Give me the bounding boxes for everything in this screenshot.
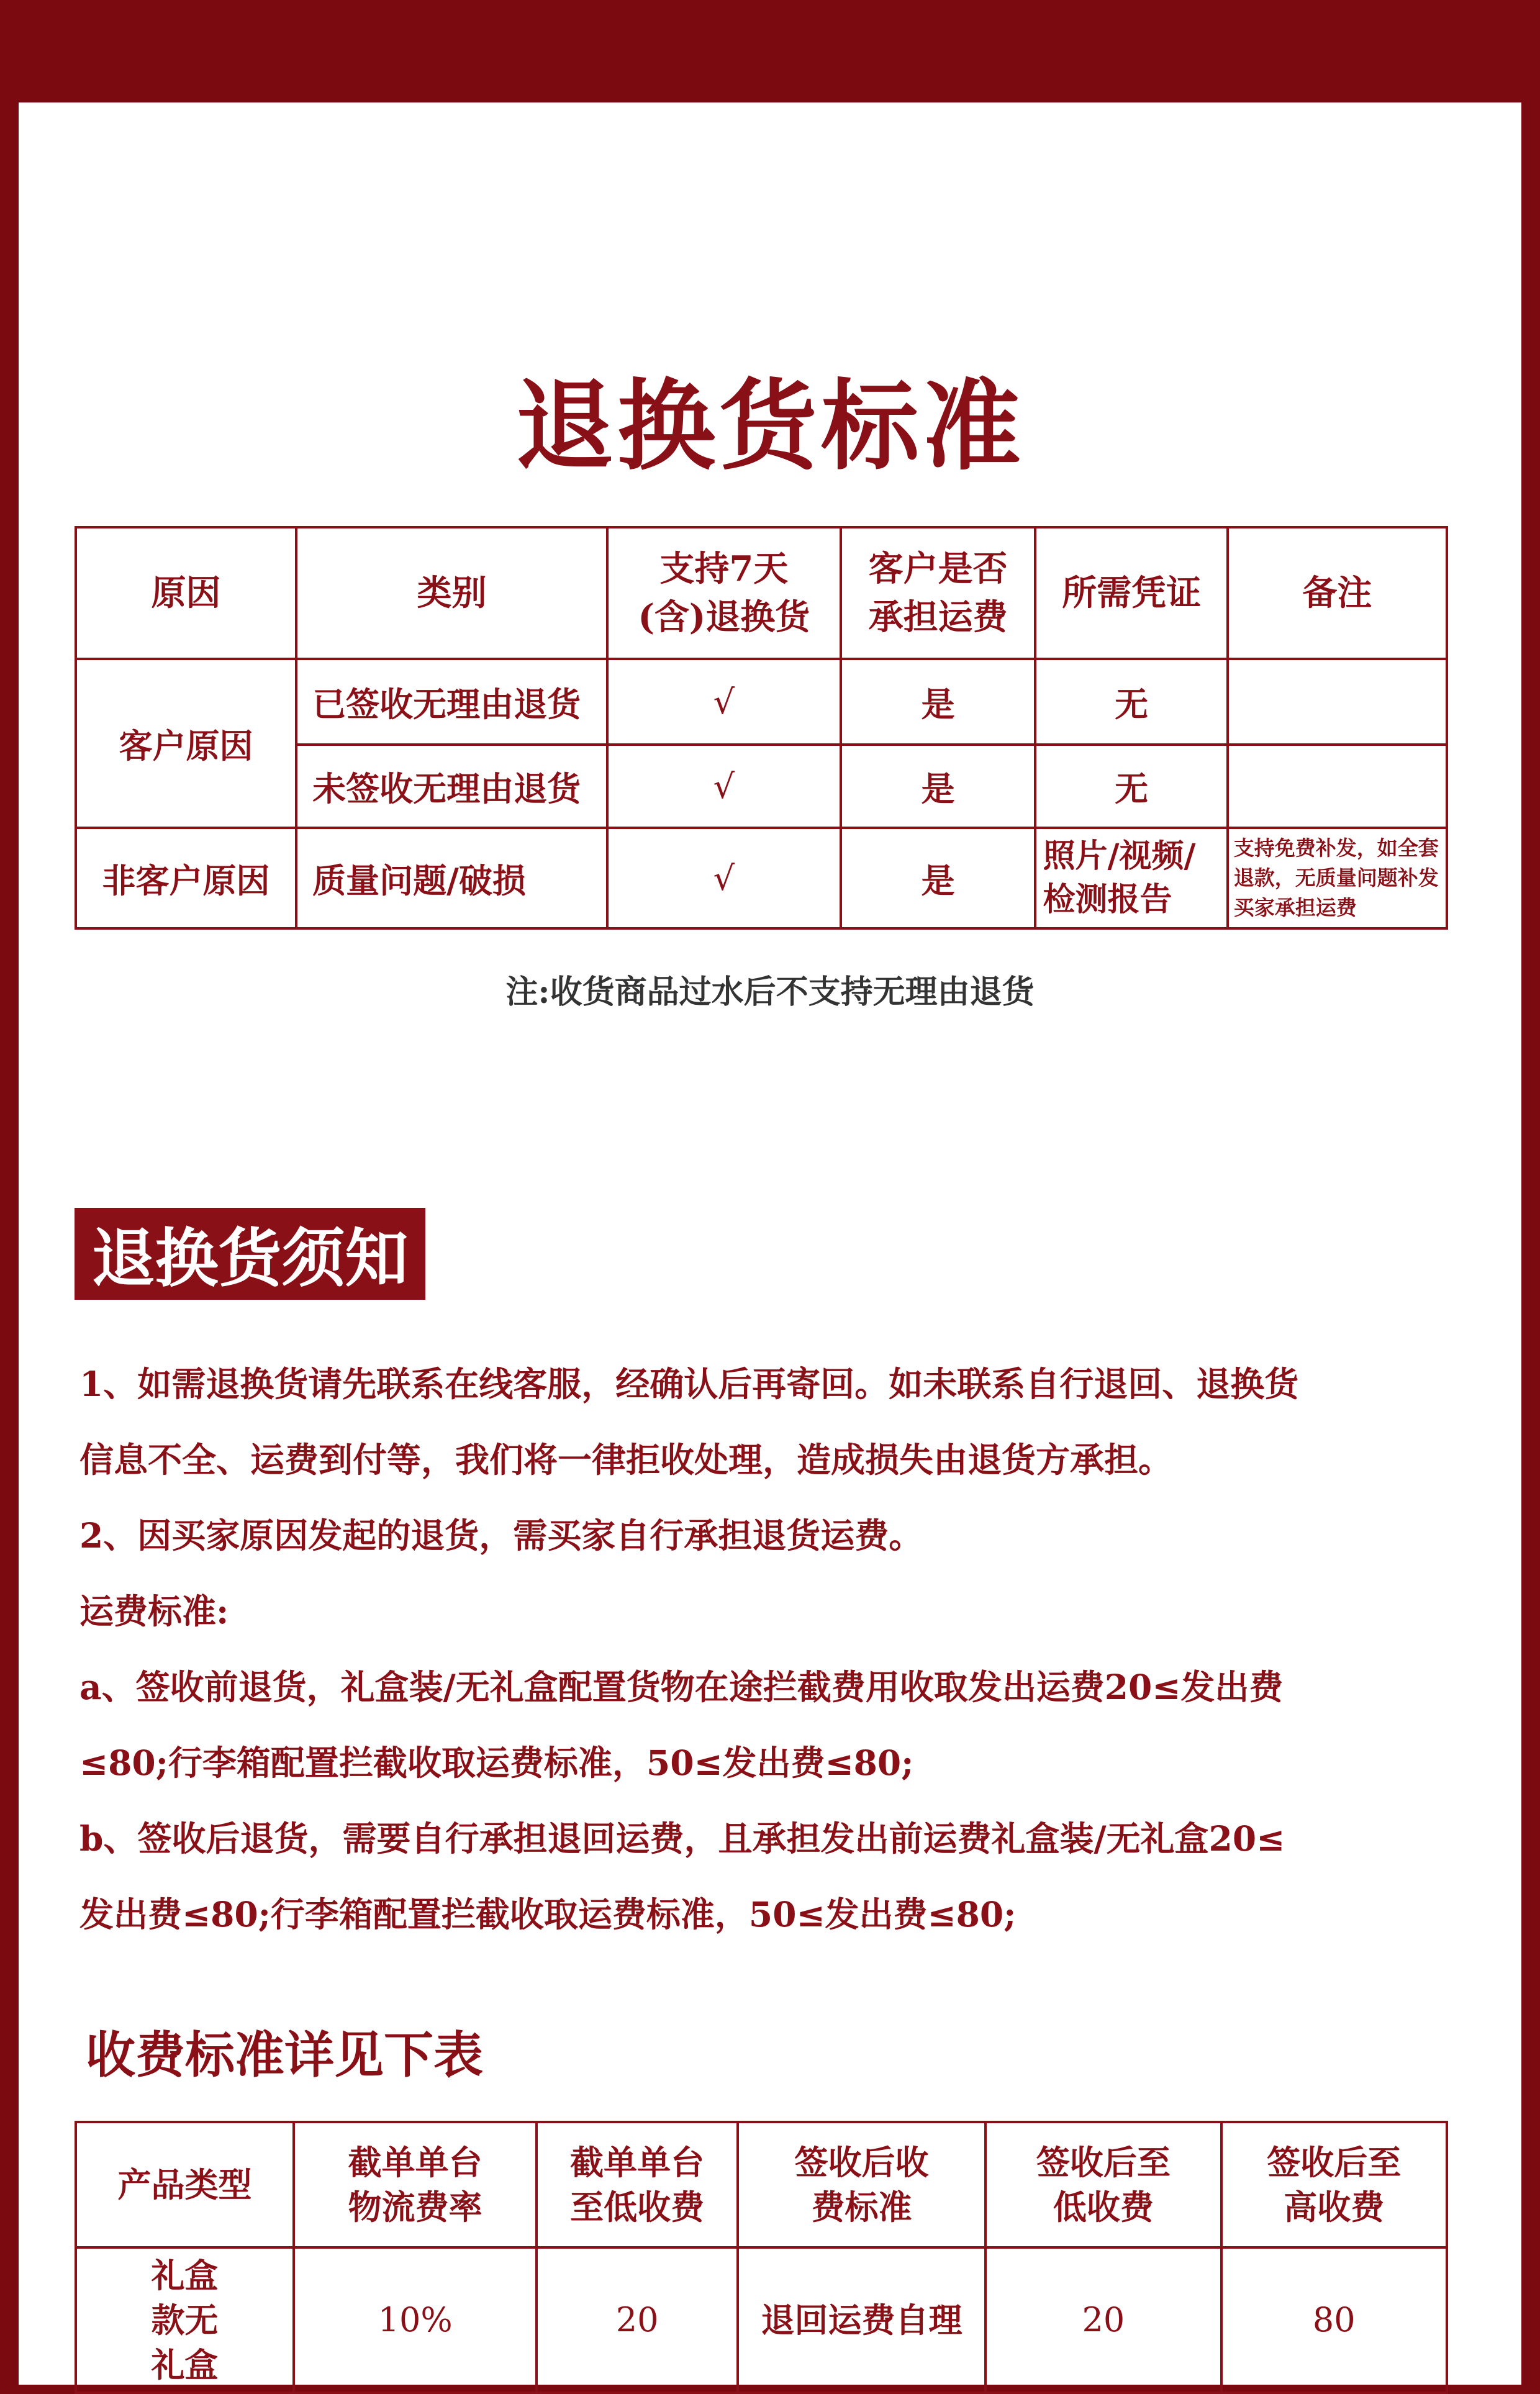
table-row: [76, 659, 1447, 745]
fee-header-min-after-text: 签收后至低收费: [1036, 2142, 1171, 2227]
fee-header-row: [76, 2122, 1447, 2247]
row-proof: 无: [1035, 659, 1227, 745]
header-remark: 备注: [1228, 527, 1447, 659]
fee-header-max-after: [1221, 2122, 1447, 2247]
notice-heading: 退换货须知: [75, 1208, 425, 1300]
row-proof: 无: [1035, 745, 1227, 828]
standards-header-row: [76, 527, 1447, 659]
row-support-check: √: [607, 745, 841, 828]
row-remark: 支持免费补发，如全套退款，无质量问题补发买家承担运费: [1228, 828, 1447, 928]
row-freight: 是: [841, 745, 1036, 828]
fee-header-min-intercept-text: 截单单台至低收费: [570, 2142, 705, 2227]
fee-header-type: 产品类型: [76, 2122, 294, 2247]
notice-line: ≤80;行李箱配置拦截收取运费标准，50≤发出费≤80;: [79, 1743, 914, 1783]
fee-header-max-after-text: 签收后至高收费: [1267, 2142, 1402, 2227]
header-proof: 所需凭证: [1035, 527, 1227, 659]
row-support-check: √: [607, 659, 841, 745]
row-support-check: √: [607, 828, 841, 928]
row-category: 已签收无理由退货: [296, 659, 607, 745]
notice-line: a、签收前退货，礼盒装/无礼盒配置货物在途拦截费用收取发出运费20≤发出费: [79, 1667, 1284, 1707]
header-support-text: 支持7天(含)退换货: [638, 548, 810, 638]
notice-line: 运费标准:: [79, 1591, 229, 1631]
page-sheet: [19, 102, 1521, 2385]
row-category: 质量问题/破损: [296, 828, 607, 928]
notice-line: 发出费≤80;行李箱配置拦截收取运费标准，50≤发出费≤80;: [79, 1894, 1017, 1934]
fee-type-text: 礼盒款无礼盒: [151, 2256, 219, 2385]
fee-standard: 退回运费自理: [738, 2247, 985, 2393]
fee-header-standard: [738, 2122, 985, 2247]
fee-min-after: 20: [985, 2247, 1221, 2393]
page-title: 退换货标准: [515, 369, 1025, 484]
header-freight: [841, 527, 1036, 659]
notice-line: b、签收后退货，需要自行承担退回运费，且承担发出前运费礼盒装/无礼盒20≤: [79, 1818, 1285, 1859]
table-row: [76, 828, 1447, 928]
fee-type: [76, 2247, 294, 2393]
standards-table: [75, 526, 1448, 930]
fee-table: [75, 2121, 1448, 2394]
fee-header-standard-text: 签收后收费标准: [794, 2142, 929, 2227]
table-note: 注:收货商品过水后不支持无理由退货: [505, 973, 1035, 1011]
row-remark: [1228, 659, 1447, 745]
header-reason: 原因: [76, 527, 296, 659]
header-support: [607, 527, 841, 659]
group-non-customer: 非客户原因: [76, 828, 296, 928]
fee-header-rate-text: 截单单台物流费率: [348, 2142, 482, 2227]
notice-line: 信息不全、运费到付等，我们将一律拒收处理，造成损失由退货方承担。: [79, 1440, 1173, 1480]
fee-header-rate: [294, 2122, 537, 2247]
fee-min-intercept: 20: [537, 2247, 738, 2393]
row-remark: [1228, 745, 1447, 828]
header-freight-text: 客户是否承担运费: [868, 548, 1008, 638]
fee-rate: 10%: [294, 2247, 537, 2393]
table-row: [76, 2247, 1447, 2393]
notice-line: 2、因买家原因发起的退货，需买家自行承担退货运费。: [79, 1515, 923, 1556]
fee-header-min-intercept: [537, 2122, 738, 2247]
notice-line: 1、如需退换货请先联系在线客服，经确认后再寄回。如未联系自行退回、退换货: [79, 1364, 1299, 1404]
fee-max-after: 80: [1221, 2247, 1447, 2393]
row-freight: 是: [841, 828, 1036, 928]
row-freight: 是: [841, 659, 1036, 745]
row-proof: 照片/视频/检测报告: [1035, 828, 1227, 928]
group-customer: 客户原因: [76, 659, 296, 828]
fee-header-min-after: [985, 2122, 1221, 2247]
header-category: 类别: [296, 527, 607, 659]
row-category: 未签收无理由退货: [296, 745, 607, 828]
fee-heading: 收费标准详见下表: [86, 2026, 483, 2084]
